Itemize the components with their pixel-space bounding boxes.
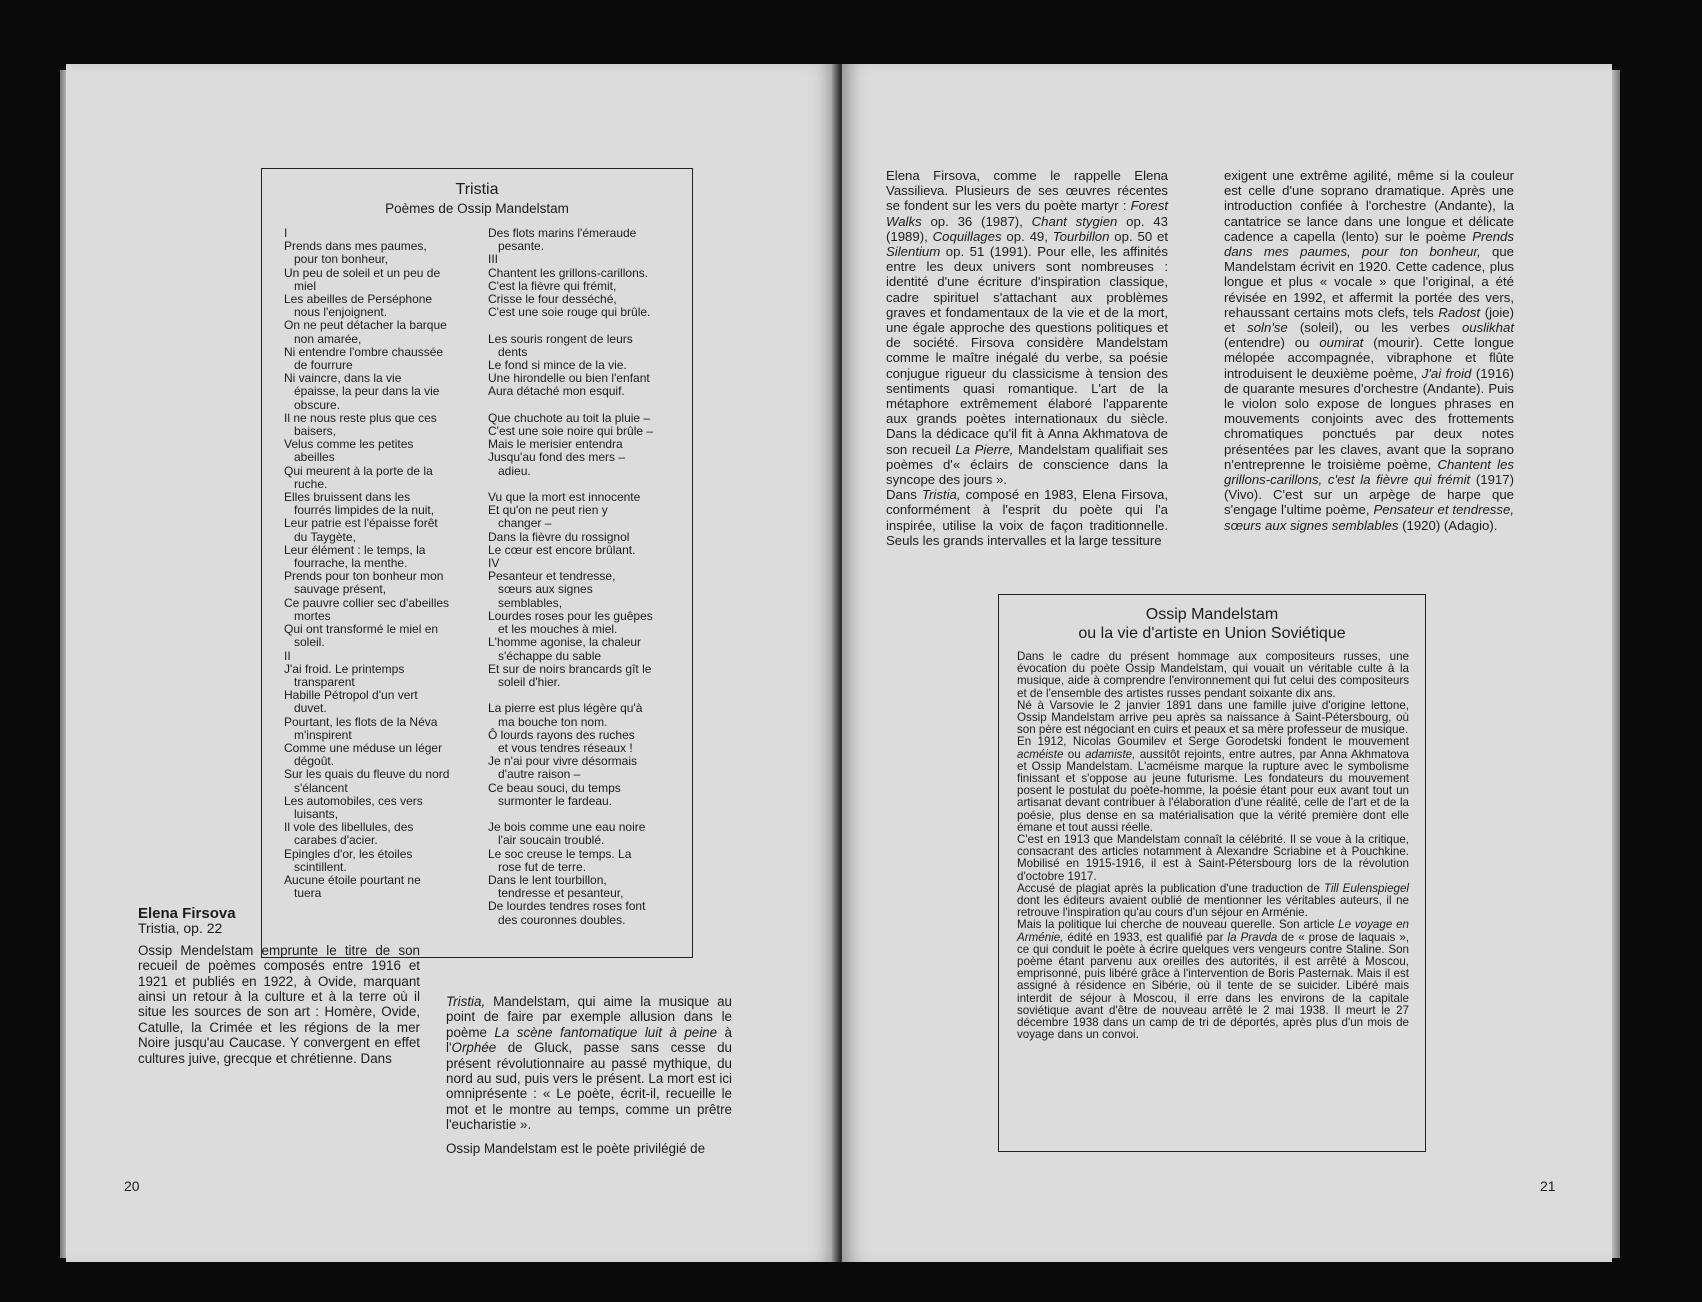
paragraph: Elena Firsova, comme le rappelle Elena Vassilieva. Plusieurs de ses œuvres récentes se fondent sur les vers du poète martyr : Forest Walks op. 36 (1987), Chant stygien op. 43 (1989), Coquillages op. 49, Tourbillon op. 50 et Silentium op. 51 (1991). Pour elle, les affinités entre les deux univers sont nombreuses : identité d'une écriture d'inspiration classique, cadre spirituel s'attachant aux problèmes graves et fondamentaux de la vie et de la mort, une égale approche des questions politiques et de société. Firsova considère Mandelstam comme le maître inégalé du verbe, sa poésie conjugue rigueur du classicisme à tension des sentiments quasi romantique. L'art de la métaphore extrêmement élaboré l'apparente aux grands poètes internationaux du siècle. Dans la dédicace qu'il fit à Anna Akhmatova de son recueil La Pierre, Mandelstam qualifiait ses poèmes d'« éclairs de conscience dans la syncope des jours ». bbox=[886, 168, 1168, 488]
biography-text: Dans le cadre du présent hommage aux compositeurs russes, une évocation du poète Ossip Mandelstam, qui vouait un véritable culte à la musique, aide à comprendre l'environnement qui fut celui des compositeurs et de l'ensemble des artistes russes pendant soixante dix ans. Né à Varsovie le 2 janvier 1891 dans une famille juive d'origine lettone, Ossip Mandelstam arrive peu après sa naissance à Saint-Pétersbourg, où son père est négociant en cuirs et peaux et sa mère professeur de musique. En 1912, Nicolas Goumilev et Serge Gorodetski fondent le mouvement acméiste ou adamiste, aussitôt rejoints, entre autres, par Anna Akhmatova et Ossip Mandelstam. L'acméisme marque la rupture avec le symbolisme finissant et s'oppose au jeune futurisme. Les fondateurs du mouvement posent le postulat du poète-homme, la poésie étant pour eux avant tout un artisanat devant contribuer à l'élaboration d'une réalité, celle de l'art et de la poésie, plus dense en sa matérialisation que la vérité première dont elle émane et tout aussi réelle. C'est en 1913 que Mandelstam connaît la célébrité. Il se voue à la critique, consacrant des articles notamment à Alexandre Scriabine et à Pouchkine. Mobilisé en 1915-1916, il est à Saint-Pétersbourg lors de la révolution d'octobre 1917. Accusé de plagiat après la publication d'une traduction de Till Eulenspiegel dont les éditeurs avaient oublié de mentionner les véritables auteurs, il ne retrouve l'inspiration qu'au cours d'un séjour en Arménie. Mais la politique lui cherche de nouveau querelle. Son article Le voyage en Arménie, édité en 1933, est qualifié par la Pravda de « prose de laquais », ce qui conduit le poète à écrire quelques vers vengeurs contre Staline. Son poème étant parvenu aux oreilles des autorités, il est arrêté à Moscou, emprisonné, puis libéré grâce à l'intervention de Boris Pasternak. Mais il est assigné à résidence en Sibérie, où il tente de se suicider. Libéré mais interdit de séjour à Moscou, il erre dans les environs de la capitale soviétique avant d'être de nouveau arrêté le 2 mai 1938. Il meurt le 27 décembre 1938 dans un camp de tri de déportés, après plus d'un mois de voyage dans un convoi. bbox=[1017, 650, 1409, 1042]
paragraph: Tristia, Mandelstam, qui aime la musique au point de faire par exemple allusion dans le poème La scène fantomatique luit à peine à l'Orphée de Gluck, passe sans cesse du présent révolutionnaire au passé mythique, du nord au sud, puis vers le présent. La mort est ici omniprésente : « Le poète, écrit-il, recueille le mot et le montre au temps, comme un prêtre l'eucharistie ». bbox=[446, 994, 733, 1133]
poem-column-2: Des flots marins l'émeraude pesante. III Chantent les grillons-carillons. C'est la fièvre qui frémit, Crisse le four desséché, C'est une soie rouge qui brûle. Les souris rongent de leurs dents Le fond si mince de la vie. Une hirondelle ou bien l'enfant Aura détaché mon esquif. Que chuchote au toit la pluie – C'est une soie noire qui brûle – Mais le merisier entendra Jusqu'au fond des mers – adieu. Vu que la mort est innocente Et qu'on ne peut rien y changer – Dans la fièvre du rossignol Le cœur est encore brûlant. IV Pesanteur et tendresse, sœurs aux signes semblables, Lourdes roses pour les guêpes et les mouches à miel. L'homme agonise, la chaleur s'échappe du sable Et sur de noirs brancards gît le soleil d'hier. La pierre est plus légère qu'à ma bouche ton nom. Ô lourds rayons des ruches et vous tendres réseaux ! Je n'ai pour vivre désormais d'autre raison – Ce beau souci, du temps surmonter le fardeau. Je bois comme une eau noire l'air soucain troublé. Le soc creuse le temps. La rose fut de terre. Dans le lent tourbillon, tendresse et pesanteur, De lourdes tendres roses font des couronnes doubles. bbox=[488, 226, 654, 927]
biography-title: Ossip Mandelstam ou la vie d'artiste en Union Soviétique bbox=[1078, 606, 1346, 642]
left-column-2 bbox=[446, 994, 732, 1156]
left-column-1 bbox=[138, 906, 420, 1066]
biography-box bbox=[998, 594, 1426, 1152]
poem-column-1: I Prends dans mes paumes, pour ton bonheur, Un peu de soleil et un peu de miel Les abeilles de Perséphone nous l'enjoignent. On ne peut détacher la barque non amarée, Ni entendre l'ombre chaussée de fourrure Ni vaincre, dans la vie épaisse, la peur dans la vie obscure. Il ne nous reste plus que ces baisers, Velus comme les petites abeilles Qui meurent à la porte de la ruche. Elles bruissent dans les fourrés limpides de la nuit, Leur patrie est l'épaisse forêt du Taygète, Leur élément : le temps, la fourrache, la menthe. Prends pour ton bonheur mon sauvage présent, Ce pauvre collier sec d'abeilles mortes Qui ont transformé le miel en soleil. II J'ai froid. Le printemps transparent Habille Pétropol d'un vert duvet. Pourtant, les flots de la Néva m'inspirent Comme une méduse un léger dégoût. Sur les quais du fleuve du nord s'élancent Les automobiles, ces vers luisants, Il vole des libellules, des carabes d'acier. Epingles d'or, les étoiles scintillent. Aucune étoile pourtant ne tuera bbox=[284, 226, 450, 901]
paragraph: exigent une extrême agilité, même si la couleur est celle d'une soprano dramatique. Après une introduction confiée à l'orchestre (Andante), la cantatrice se lance dans une longue et délicate cadence a capella (lento) sur le poème Prends dans mes paumes, pour ton bonheur, que Mandelstam écrivit en 1920. Cette cadence, plus longue et plus « vocale » que l'original, a été révisée en 1992, et affermit la portée des vers, rehaussant certains mots clefs, tels Radost (joie) et soln'se (soleil), ou les verbes ouslikhat (entendre) ou oumirat (mourir). Cette longue mélopée accompagnée, vibraphone et flûte introduisent le deuxième poème, J'ai froid (1916) de quarante mesures d'orchestre (Andante). Puis le violon solo expose de longues phrases en mouvements conjoints avec des frottements chromatiques ponctués par deux notes présentées par les claves, avant que la soprano n'entreprenne le troisième poème, Chantent les grillons-carillons, c'est la fièvre qui frémit (1917) (Vivo). C'est sur un arpège de harpe que s'engage l'ultime poème, Pensateur et tendresse, sœurs aux signes semblables (1920) (Adagio). bbox=[1224, 168, 1515, 533]
article-heading: Elena Firsova bbox=[138, 905, 236, 922]
poem-subtitle: Poèmes de Ossip Mandelstam bbox=[385, 201, 569, 216]
paragraph: Ossip Mendelstam emprunte le titre de son recueil de poèmes composés entre 1916 et 1921 et publiés en 1922, à Ovide, marquant ainsi un retour à la culture et à la terre où il situe les sources de son art : Homère, Ovide, Catulle, la Crimée et les régions de la mer Noire jusqu'au Caucase. Y convergent en effet cultures juive, grecque et chrétienne. Dans bbox=[138, 942, 420, 1066]
paragraph: Ossip Mandelstam est le poète privilégié de bbox=[446, 1140, 706, 1156]
paragraph: Dans Tristia, composé en 1983, Elena Firsova, conformément à l'esprit du poète qui l'a inspirée, utilise la voix de façon traditionnelle. Seuls les grands intervalles et la large tessiture bbox=[886, 487, 1168, 548]
page-number: 20 bbox=[124, 1178, 140, 1194]
poem-title: Tristia bbox=[455, 181, 499, 198]
poem-box bbox=[261, 168, 693, 958]
right-page bbox=[842, 64, 1612, 1262]
article-subheading: Tristia, op. 22 bbox=[138, 920, 223, 937]
page-number: 21 bbox=[1540, 1178, 1556, 1194]
right-column-1 bbox=[886, 168, 1168, 548]
book-edge-right bbox=[1612, 70, 1620, 1258]
right-column-2 bbox=[1224, 168, 1514, 533]
left-page bbox=[66, 64, 836, 1262]
